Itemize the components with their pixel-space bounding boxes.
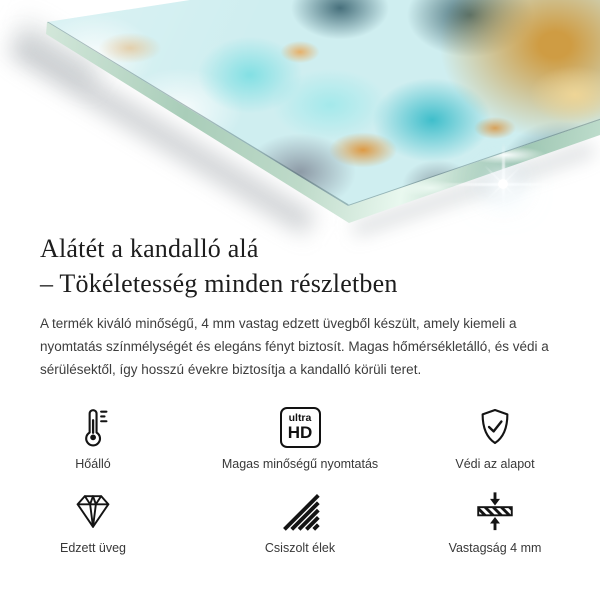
page-title-line2: – Tökéletesség minden részletben xyxy=(40,269,398,298)
feature-label: Edzett üveg xyxy=(59,541,126,555)
feature-protects-base xyxy=(385,404,600,471)
ultra-hd-icon xyxy=(280,404,321,450)
feature-label: Hőálló xyxy=(75,457,111,471)
page-title xyxy=(40,231,398,301)
feature-label: Védi az alapot xyxy=(455,457,535,471)
product-description: A termék kiváló minőségű, 4 mm vastag edzett üvegből készült, amely kiemeli a nyomtatás színmélységét és elegáns fényt biztosít. Magas hőmérsékletálló, és védi a sérülésektől, így hosszú évekre biztosítja a kandalló körüli teret. xyxy=(40,316,549,377)
feature-label: Magas minőségű nyomtatás xyxy=(221,457,379,471)
diamond-icon xyxy=(70,488,116,534)
polished-edges-icon xyxy=(278,488,322,534)
feature-thickness xyxy=(385,488,600,555)
page-title-line1: Alátét a kandalló alá xyxy=(40,234,259,263)
feature-label: Csiszolt élek xyxy=(264,541,336,555)
ultra-hd-icon-text-top: ultra xyxy=(288,411,312,424)
thermometer-icon xyxy=(70,404,116,450)
glass-sheen xyxy=(0,0,600,232)
feature-print-quality xyxy=(190,404,410,471)
ultra-hd-icon-text-bottom: HD xyxy=(287,423,313,443)
feature-polished-edges xyxy=(190,488,410,555)
thickness-icon xyxy=(472,488,518,534)
feature-heat-resistant xyxy=(0,404,203,471)
product-photo xyxy=(0,0,600,232)
shield-check-icon xyxy=(473,404,517,450)
glass-panel-artwork xyxy=(0,0,600,232)
feature-tempered-glass xyxy=(0,488,203,555)
feature-label: Vastagság 4 mm xyxy=(448,541,542,555)
